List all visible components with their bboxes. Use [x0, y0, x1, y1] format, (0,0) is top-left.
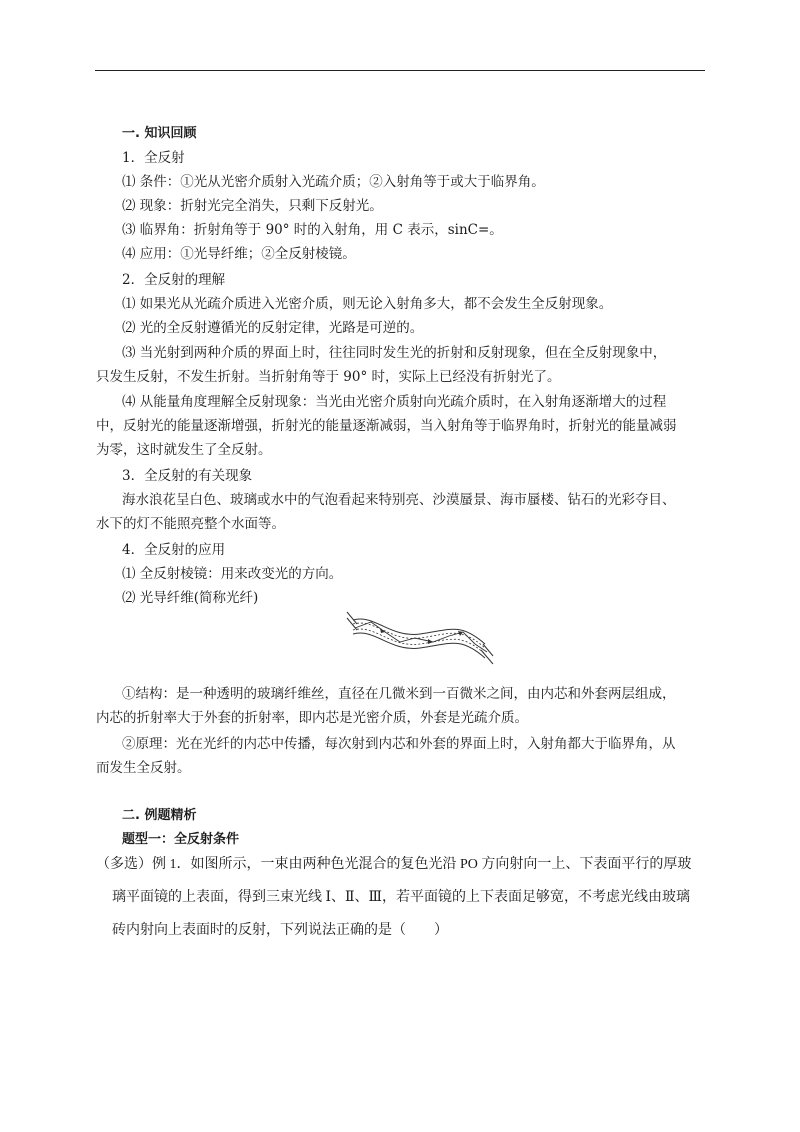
subsection-title-total-reflection: 1．全反射 [122, 150, 185, 166]
text-line: ①结构：是一种透明的玻璃纤维丝，直径在几微米到一百微米之间，由内芯和外套两层组成， [122, 686, 676, 702]
text-line: ⑴ 条件：①光从光密介质射入光疏介质；②入射角等于或大于临界角。 [122, 174, 545, 190]
text-line: ⑴ 如果光从光疏介质进入光密介质，则无论入射角多大，都不会发生全反射现象。 [122, 296, 613, 312]
text-line: ⑶ 临界角：折射角等于 90° 时的入射角，用 C 表示，sinC=。 [122, 222, 503, 238]
optical-fiber-diagram [345, 608, 495, 668]
text-line: 水下的灯不能照亮整个水面等。 [96, 516, 285, 532]
text-line: 内芯的折射率大于外套的折射率，即内芯是光密介质，外套是光疏介质。 [96, 710, 528, 726]
example-1-line: 璃平面镜的上表面，得到三束光线 Ⅰ、Ⅱ、Ⅲ，若平面镜的上下表面足够宽，不考虑光线由玻璃 [112, 890, 691, 905]
header-rule [95, 70, 705, 71]
subsection-title-phenomena: 3．全反射的有关现象 [122, 468, 253, 484]
text-line: 中，反射光的能量逐渐增强，折射光的能量逐渐减弱，当入射角等于临界角时，折射光的能量减弱 [96, 418, 677, 434]
text-line: ⑵ 光的全反射遵循光的反射定律，光路是可逆的。 [122, 320, 424, 336]
text-line: ⑷ 从能量角度理解全反射现象：当光由光密介质射向光疏介质时，在入射角逐渐增大的过程 [122, 394, 667, 410]
subsection-title-understanding: 2．全反射的理解 [122, 272, 226, 288]
example-1-line: （多选）例 1．如图所示，一束由两种色光混合的复色光沿 PO 方向射向一上、下表面平行的厚玻 [96, 857, 692, 872]
text-line: ⑷ 应用：①光导纤维；②全反射棱镜。 [122, 246, 356, 262]
text-line: 而发生全反射。 [96, 760, 191, 776]
text-line: ⑴ 全反射棱镜：用来改变光的方向。 [122, 566, 343, 582]
text-line: 海水浪花呈白色、玻璃或水中的气泡看起来特别亮、沙漠蜃景、海市蜃楼、钻石的光彩夺目、 [122, 492, 676, 508]
section-heading-review: 一. 知识回顾 [122, 126, 197, 141]
section-heading-examples: 二. 例题精析 [122, 808, 197, 823]
text-line: ⑵ 光导纤维(简称光纤) [122, 590, 259, 606]
text-line: ②原理：光在光纤的内芯中传播，每次射到内芯和外套的界面上时，入射角都大于临界角，从 [122, 736, 676, 752]
text-line: 为零，这时就发生了全反射。 [96, 442, 272, 458]
example-1-line: 砖内射向上表面时的反射，下列说法正确的是（ ） [112, 923, 448, 938]
subsection-title-applications: 4．全反射的应用 [122, 542, 226, 558]
text-line: ⑶ 当光射到两种介质的界面上时，往往同时发生光的折射和反射现象，但在全反射现象中， [122, 345, 667, 361]
question-type-title: 题型一：全反射条件 [122, 832, 240, 847]
text-line: ⑵ 现象：折射光完全消失，只剩下反射光。 [122, 198, 383, 214]
text-line: 只发生反射，不发生折射。当折射角等于 90° 时，实际上已经没有折射光了。 [96, 369, 561, 385]
